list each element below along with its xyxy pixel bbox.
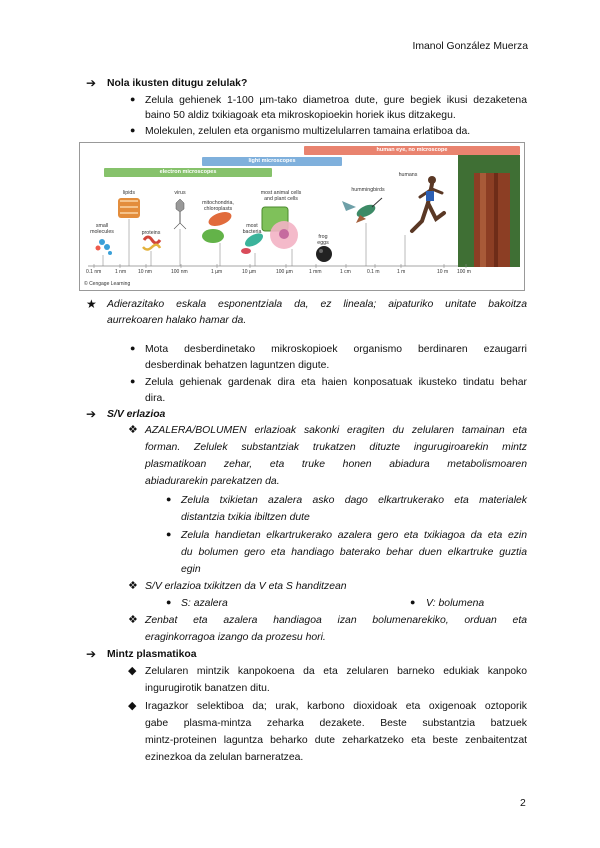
lipids-icon [118, 198, 140, 266]
tick-label: 100 µm [276, 269, 293, 275]
paragraph-line: ingurugirotik banatzen ditu. [145, 683, 270, 694]
bullet-icon: ● [130, 376, 136, 386]
paragraph-line: Molekulen, zelulen eta organismo multizelularren tamaina erlatiboa da. [145, 126, 471, 137]
label-frog-eggs: frog eggs [317, 234, 329, 246]
animal-plant-cells-icon [262, 207, 298, 266]
tick-label: 10 µm [242, 269, 256, 275]
small-molecules-icon [96, 239, 113, 266]
section-title-cells: Nola ikusten ditugu zelulak? [107, 78, 248, 89]
paragraph-line: Adierazitako eskala esponentziala da, ez lineala; aipaturiko unitate bakoitza [107, 299, 527, 310]
label-most-bacteria: most bacteria [242, 223, 262, 235]
header-author: Imanol González Muerza [412, 41, 528, 52]
paragraph-line: dira. [145, 393, 166, 404]
label-virus: virus [174, 190, 186, 196]
label-proteins: proteins [141, 230, 161, 236]
section-title-sv: S/V erlazioa [107, 409, 166, 420]
sequoia-tree-icon [458, 155, 520, 267]
paragraph-line: Zelula handietan elkartrukerako azalera gero eta txikiagoa da eta ezin [181, 530, 527, 541]
four-diamond-bullet-icon: ❖ [128, 424, 138, 436]
arrow-bullet-icon: ➔ [86, 76, 97, 90]
label-small-molecules: small molecules [90, 223, 114, 235]
tick-label: 100 m [457, 269, 471, 275]
label-animal-plant-cells: most animal cells and plant cells [260, 190, 302, 202]
bullet-icon: ● [166, 494, 172, 504]
label-mitochondria: mitochondria, chloroplasts [202, 200, 234, 212]
paragraph-line: egin [181, 564, 201, 575]
figure-copyright: © Cengage Learning [84, 281, 131, 287]
tick-label: 1 m [397, 269, 406, 275]
star-icon: ★ [86, 297, 97, 311]
paragraph-line: Zelula txikietan azalera asko dago elkartrukerako eta materialek [181, 495, 527, 506]
tick-label: 0.1 nm [86, 269, 102, 275]
label-hummingbirds: hummingbirds [351, 187, 385, 193]
bacteria-icon [241, 231, 265, 266]
tick-label: 1 nm [115, 269, 127, 275]
bullet-icon: ● [166, 597, 172, 607]
paragraph-line: AZALERA/BOLUMEN erlazioak sakonki eragiten du zelularen tamainan eta [145, 425, 527, 436]
tick-label: 0.1 m [367, 269, 380, 275]
arrow-bullet-icon: ➔ [86, 647, 97, 661]
figure-illustrations [80, 143, 524, 290]
paragraph-line: forman. Zelulek substantziak trukatzen dituzte ingurugiroarekin mintz [145, 442, 527, 453]
bullet-icon: ● [130, 94, 136, 104]
virus-icon [174, 199, 186, 266]
page-number: 2 [520, 798, 526, 809]
label-lipids: lipids [122, 190, 136, 196]
bullet-icon: ● [166, 529, 172, 539]
bullet-icon: ● [130, 343, 136, 353]
paragraph-line: abiadurarekin parekatzen da. [145, 476, 280, 487]
paragraph-line: S/V erlazioa txikitzen da V eta S handitzean [145, 581, 347, 592]
tick-label: 1 cm [340, 269, 351, 275]
paragraph-line: ezinezkoa da zelulan barneratzea. [145, 752, 304, 763]
paragraph-line: Zenbat eta azalera handiagoa izan bolumenarekiko, orduan eta [145, 615, 527, 626]
paragraph-line: eraginkorragoa izango da prozesu hori. [145, 632, 326, 643]
paragraph-line: gabe plasma-mintza zeharka dezakete. Beste substantzia batzuek [145, 718, 527, 729]
paragraph-line: Zelula gehienak gardenak dira eta haien konposatuak ikusteko tindatu behar [145, 377, 527, 388]
tick-label: 1 µm [211, 269, 223, 275]
label-humans: humans [398, 172, 418, 178]
proteins-icon [143, 237, 160, 266]
four-diamond-bullet-icon: ❖ [128, 580, 138, 592]
paragraph-line: desberdinak behatzen laguntzen digute. [145, 360, 330, 371]
paragraph-line: mintz-proteinen laguntza beharko dute zeharkatzeko eta beste zenbaitentzat [145, 735, 527, 746]
paragraph-line: Mota desberdinetako mikroskopioek organismo berdinaren ezaugarri [145, 344, 527, 355]
hummingbird-icon [342, 198, 382, 266]
size-scale-figure [79, 142, 525, 291]
bullet-icon: ● [130, 125, 136, 135]
mitochondria-icon [202, 209, 233, 266]
four-diamond-bullet-icon: ❖ [128, 614, 138, 626]
tick-label: 100 nm [171, 269, 188, 275]
paragraph-line: distantzia txikia ibiltzen dute [181, 512, 310, 523]
diamond-bullet-icon: ◆ [128, 700, 137, 712]
paragraph-line: Zelula gehienek 1-100 µm-tako diametroa dute, gure begiek ikusi dezaketena [145, 95, 527, 106]
paragraph-line: du bolumen gero eta handiago baterako behar duen elkartruke guztia [181, 547, 527, 558]
paragraph-line: Iragazkor selektiboa da; urak, karbono dioxidoak eta oxigenoak oztoporik [145, 701, 527, 712]
tick-label: 10 m [437, 269, 449, 275]
tick-label: 10 nm [138, 269, 152, 275]
bar-light-microscopes: light microscopes [202, 157, 342, 166]
s-label: S: azalera [181, 598, 228, 609]
section-title-membrane: Mintz plasmatikoa [107, 649, 197, 660]
bar-electron-microscopes: electron microscopes [104, 168, 272, 177]
paragraph-line: aurrekoaren halako hamar da. [107, 315, 247, 326]
diamond-bullet-icon: ◆ [128, 665, 137, 677]
paragraph-line: plasmatikoan zehar, eta truke honen abiadura metabolismoaren [145, 459, 527, 470]
v-label: V: bolumena [426, 598, 485, 609]
bullet-icon: ● [410, 597, 416, 607]
arrow-bullet-icon: ➔ [86, 407, 97, 421]
paragraph-line: baino 50 aldiz txikiagoak eta mikroskopioekin horiek ikus ditzakegu. [145, 110, 456, 121]
human-runner-icon [405, 176, 444, 266]
frog-egg-icon [316, 246, 332, 262]
tick-label: 1 mm [309, 269, 322, 275]
bar-human-eye: human eye, no microscope [304, 146, 520, 155]
paragraph-line: Zelularen mintzik kanpokoena da eta zelularen barneko edukiak kanpoko [145, 666, 527, 677]
